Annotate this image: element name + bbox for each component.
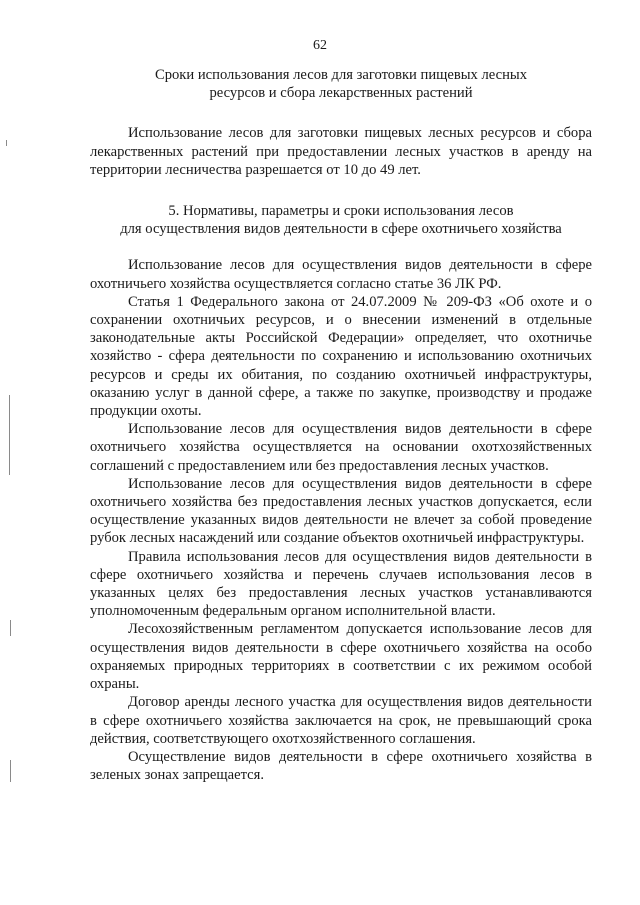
document-body bbox=[90, 66, 592, 784]
paragraph: Лесохозяйственным регламентом допускается использование лесов для осуществления видов деятельности в сфере охотничьего хозяйства на особо охраняемых природных территориях в соответствии с их режимом особой охраны. bbox=[90, 621, 592, 693]
scan-edge-mark bbox=[10, 760, 11, 782]
paragraph: Использование лесов для осуществления видов деятельности в сфере охотничьего хозяйства осуществляется на основании охотхозяйственных соглашений с предоставлением или без предоставления лесных участков. bbox=[90, 421, 592, 474]
heading-line: ресурсов и сбора лекарственных растений bbox=[209, 85, 473, 102]
heading-line: 5. Нормативы, параметры и сроки использования лесов bbox=[168, 203, 514, 220]
paragraph: Правила использования лесов для осуществления видов деятельности в сфере охотничьего хозяйства и перечень случаев использования лесов в указанных целях без предоставления лесных участков устанавливаются уполномоченным федеральным органом исполнительной власти. bbox=[90, 548, 592, 620]
scan-edge-mark bbox=[10, 620, 11, 636]
paragraph: Осуществление видов деятельности в сфере охотничьего хозяйства в зеленых зонах запрещается. bbox=[90, 748, 592, 784]
heading-line: для осуществления видов деятельности в сфере охотничьего хозяйства bbox=[120, 221, 562, 238]
section-heading-hunting-economy bbox=[90, 202, 592, 238]
page-number: 62 bbox=[313, 38, 327, 53]
heading-line: Сроки использования лесов для заготовки пищевых лесных bbox=[154, 67, 528, 83]
paragraph: Использование лесов для осуществления видов деятельности в сфере охотничьего хозяйства осуществляется согласно статье 36 ЛК РФ. bbox=[90, 257, 592, 292]
paragraph: Использование лесов для заготовки пищевых лесных ресурсов и сбора лекарственных растений при предоставлении лесных участков в аренду на территории лесничества разрешается от 10 до 49 лет. bbox=[90, 125, 592, 178]
section-heading-forest-food-resources bbox=[90, 66, 592, 102]
paragraph: Статья 1 Федерального закона от 24.07.2009 № 209-ФЗ «Об охоте и о сохранении охотничьих ресурсов, и о внесении изменений в отдельные законодательные акты Российской Федерации» определяет, что охотничье хозяйство - сфера деятельности по сохранению и использованию охотничьих ресурсов и среды их обитания, по созданию охотничьей инфраструктуры, оказанию услуг в данной сфере, а также по закупке, производству и продаже продукции охоты. bbox=[90, 293, 592, 420]
scan-edge-mark bbox=[9, 395, 10, 475]
scan-edge-mark bbox=[6, 140, 7, 146]
paragraph: Договор аренды лесного участка для осуществления видов деятельности в сфере охотничьего хозяйства заключается на срок, не превышающий срока действия, соответствующего охотхозяйственного соглашения. bbox=[90, 694, 592, 747]
paragraph: Использование лесов для осуществления видов деятельности в сфере охотничьего хозяйства без предоставления лесных участков допускается, если осуществление указанных видов деятельности не влечет за собой проведение рубок лесных насаждений или создание объектов охотничьей инфраструктуры. bbox=[90, 475, 592, 547]
